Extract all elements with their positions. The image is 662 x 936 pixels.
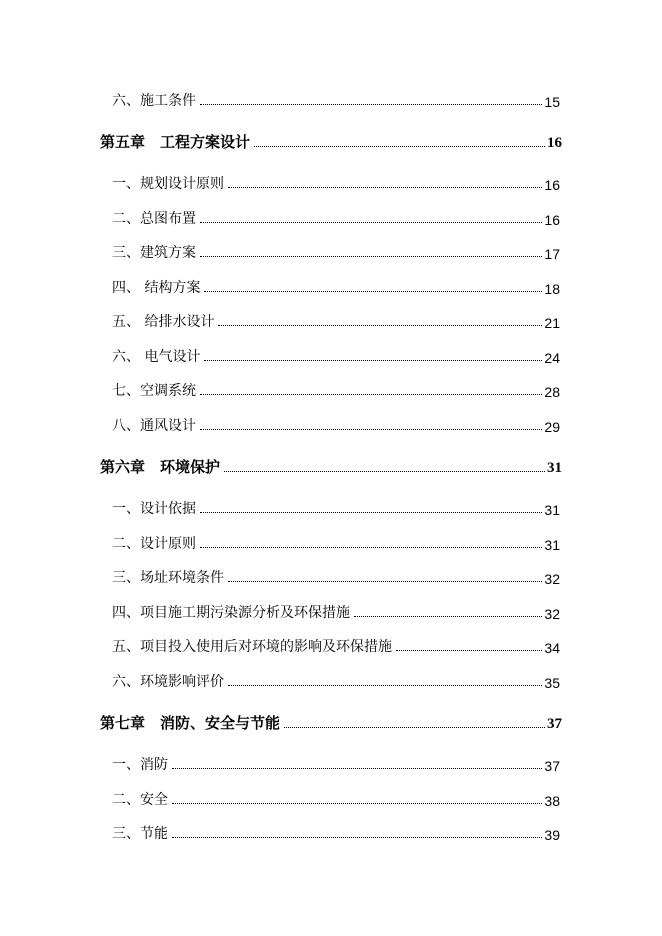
toc-page-number: 31	[547, 460, 562, 476]
toc-entry[interactable]	[0, 785, 662, 809]
toc-entry-title: 一、规划设计原则	[112, 176, 224, 192]
dot-leader	[284, 727, 545, 728]
toc-page-number: 17	[544, 246, 560, 262]
dot-leader	[172, 768, 542, 769]
toc-entry-title: 四、项目施工期污染源分析及环保措施	[112, 605, 350, 621]
toc-chapter-title: 第七章 消防、安全与节能	[100, 714, 281, 732]
dot-leader	[224, 471, 545, 472]
toc-page-number: 24	[544, 350, 560, 366]
dot-leader	[254, 146, 545, 147]
toc-entry-title: 六、施工条件	[112, 93, 196, 109]
toc-chapter-entry[interactable]	[0, 453, 662, 477]
toc-entry[interactable]	[0, 563, 662, 587]
dot-leader	[354, 616, 542, 617]
toc-entry[interactable]	[0, 529, 662, 553]
toc-chapter-title: 第六章 环境保护	[100, 458, 221, 476]
toc-entry-title: 三、建筑方案	[112, 245, 196, 261]
toc-chapter-entry[interactable]	[0, 128, 662, 152]
toc-entry[interactable]	[0, 204, 662, 228]
toc-entry-title: 二、安全	[112, 792, 168, 808]
toc-entry-title: 七、空调系统	[112, 383, 196, 399]
toc-entry[interactable]	[0, 750, 662, 774]
toc-page-number: 31	[544, 502, 560, 518]
dot-leader	[228, 187, 542, 188]
toc-chapter-title: 第五章 工程方案设计	[100, 133, 251, 151]
toc-page-number: 31	[544, 537, 560, 553]
toc-page-number: 16	[544, 177, 560, 193]
toc-entry[interactable]	[0, 86, 662, 110]
dot-leader	[218, 325, 542, 326]
dot-leader	[228, 685, 542, 686]
toc-entry-title: 六、环境影响评价	[112, 674, 224, 690]
dot-leader	[172, 837, 542, 838]
toc-page-number: 37	[544, 758, 560, 774]
toc-entry-title: 三、场址环境条件	[112, 570, 224, 586]
toc-entry-title: 一、消防	[112, 757, 168, 773]
toc-entry-title: 五、项目投入使用后对环境的影响及环保措施	[112, 639, 392, 655]
toc-page-number: 37	[547, 716, 562, 732]
toc-entry-title: 四、 结构方案	[112, 280, 201, 296]
toc-entry-title: 二、设计原则	[112, 536, 196, 552]
dot-leader	[200, 547, 542, 548]
toc-entry-title: 五、 给排水设计	[112, 314, 215, 330]
toc-entry-title: 三、节能	[112, 826, 168, 842]
toc-page-number: 32	[544, 606, 560, 622]
toc-page-number: 32	[544, 571, 560, 587]
toc-entry[interactable]	[0, 494, 662, 518]
dot-leader	[204, 360, 542, 361]
toc-entry-title: 一、设计依据	[112, 501, 196, 517]
toc-entry[interactable]	[0, 819, 662, 843]
dot-leader	[396, 650, 542, 651]
toc-entry-title: 八、通风设计	[112, 418, 196, 434]
toc-page-number: 35	[544, 675, 560, 691]
dot-leader	[200, 429, 542, 430]
toc-page-number: 16	[544, 212, 560, 228]
toc-entry-title: 六、 电气设计	[112, 349, 201, 365]
toc-page-number: 29	[544, 419, 560, 435]
toc-entry[interactable]	[0, 667, 662, 691]
dot-leader	[200, 394, 542, 395]
toc-page-number: 15	[544, 94, 560, 110]
dot-leader	[200, 512, 542, 513]
toc-page-number: 38	[544, 793, 560, 809]
toc-entry[interactable]	[0, 598, 662, 622]
toc-page-number: 34	[544, 640, 560, 656]
toc-page-number: 39	[544, 827, 560, 843]
toc-entry[interactable]	[0, 411, 662, 435]
dot-leader	[200, 256, 542, 257]
toc-page-number: 16	[547, 135, 562, 151]
toc-entry[interactable]	[0, 273, 662, 297]
toc-entry[interactable]	[0, 632, 662, 656]
toc-entry[interactable]	[0, 307, 662, 331]
dot-leader	[172, 803, 542, 804]
toc-entry[interactable]	[0, 342, 662, 366]
toc-chapter-entry[interactable]	[0, 709, 662, 733]
dot-leader	[200, 222, 542, 223]
toc-entry-title: 二、总图布置	[112, 211, 196, 227]
toc-entry[interactable]	[0, 238, 662, 262]
toc-page-number: 28	[544, 384, 560, 400]
dot-leader	[204, 291, 542, 292]
toc-page-number: 21	[544, 315, 560, 331]
dot-leader	[228, 581, 542, 582]
toc-page-number: 18	[544, 281, 560, 297]
dot-leader	[200, 104, 542, 105]
toc-entry[interactable]	[0, 169, 662, 193]
toc-entry[interactable]	[0, 376, 662, 400]
